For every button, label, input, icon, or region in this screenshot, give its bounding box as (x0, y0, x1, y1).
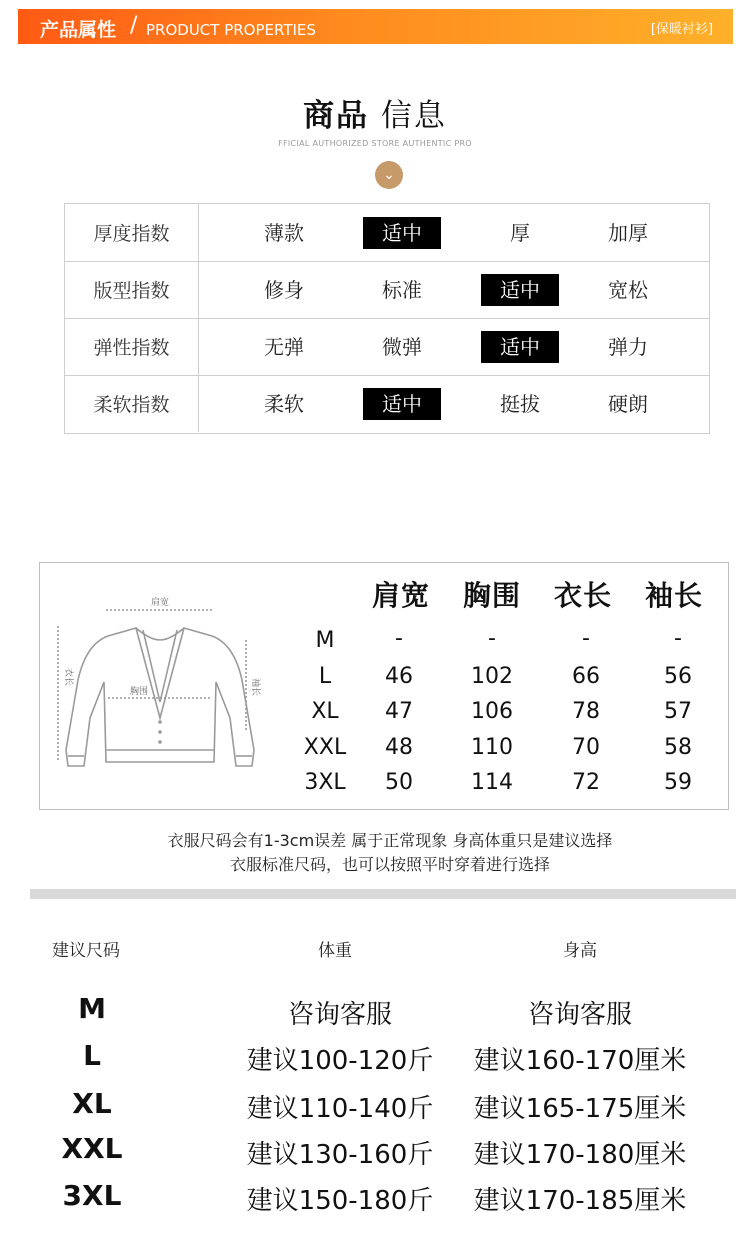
index-option: 宽松 (608, 278, 648, 302)
size-cell: 114 (471, 770, 513, 795)
index-label: 版型指数 (65, 261, 199, 318)
index-option: 修身 (264, 278, 304, 302)
size-note-1: 衣服尺码会有1-3cm误差 属于正常现象 身高体重只是建议选择 (167, 831, 613, 850)
recommend-header-weight: 体重 (318, 941, 352, 961)
index-option: 微弹 (382, 335, 422, 359)
index-row (65, 375, 709, 432)
size-cell: - (582, 626, 590, 651)
size-cell: 57 (664, 699, 692, 724)
size-row-label: L (318, 664, 332, 689)
section-title-bold: 商品 (303, 98, 370, 134)
index-option: 挺拔 (500, 392, 540, 416)
size-cell: 102 (471, 664, 513, 689)
section-title-rest: 信息 (369, 98, 447, 134)
recommend-height: 建议170-185厘米 (473, 1186, 687, 1216)
section-title (0, 90, 750, 135)
recommend-height: 建议170-180厘米 (473, 1140, 687, 1170)
index-option: 薄款 (264, 221, 304, 245)
product-index-table (64, 203, 710, 434)
size-cell: 66 (572, 664, 600, 689)
index-option-selected: 适中 (481, 274, 559, 306)
size-cell: 106 (471, 699, 513, 724)
header-banner (18, 9, 733, 44)
diagram-label-shoulder: 肩宽 (150, 598, 170, 608)
index-option-selected: 适中 (363, 388, 441, 420)
size-cell: 78 (572, 699, 600, 724)
recommend-weight: 建议110-140斤 (246, 1094, 434, 1124)
banner-tag: [保暖衬衫] (650, 22, 713, 37)
recommend-size: XL (72, 1087, 112, 1120)
banner-english-title: PRODUCT PROPERTIES (146, 21, 316, 39)
size-row-label: XXL (303, 735, 347, 760)
diagram-label-length: 衣长 (63, 668, 73, 687)
recommend-height: 建议165-175厘米 (473, 1094, 687, 1124)
index-option: 弹力 (608, 335, 648, 359)
recommend-header-height: 身高 (563, 941, 597, 961)
recommend-weight: 咨询客服 (287, 1000, 392, 1030)
size-cell: 58 (664, 735, 692, 760)
recommend-size: L (83, 1039, 101, 1072)
size-cell: 48 (385, 735, 413, 760)
index-row (65, 318, 709, 376)
size-cell: - (395, 626, 403, 651)
size-row-label: 3XL (304, 770, 346, 795)
recommend-size: 3XL (62, 1179, 122, 1212)
size-row-label: M (315, 628, 335, 653)
size-cell: - (674, 626, 682, 651)
recommend-height: 建议160-170厘米 (473, 1046, 687, 1076)
recommend-header-size: 建议尺码 (52, 941, 120, 961)
size-column-header: 衣长 (553, 579, 612, 612)
recommend-weight: 建议130-160斤 (246, 1140, 434, 1170)
size-row-label: XL (311, 699, 339, 724)
index-row (65, 261, 709, 319)
recommend-size: M (78, 992, 106, 1025)
size-cell: 72 (572, 770, 600, 795)
index-label: 弹性指数 (65, 318, 199, 375)
size-cell: 56 (664, 664, 692, 689)
banner-title: 产品属性 (40, 19, 117, 41)
size-cell: 110 (471, 735, 513, 760)
size-cell: 59 (664, 770, 692, 795)
size-cell: 50 (385, 770, 413, 795)
index-option: 标准 (382, 278, 422, 302)
diagram-label-chest: 胸围 (130, 687, 149, 697)
index-option: 硬朗 (608, 392, 648, 416)
diagram-label-sleeve: 袖长 (250, 678, 260, 697)
size-note-2: 衣服标准尺码，也可以按照平时穿着进行选择 (229, 855, 550, 874)
size-column-header: 肩宽 (371, 579, 430, 612)
index-option: 厚 (510, 221, 530, 245)
index-label: 厚度指数 (65, 204, 199, 261)
index-label: 柔软指数 (65, 375, 199, 432)
index-option: 无弹 (264, 335, 304, 359)
size-cell: - (488, 626, 496, 651)
index-option: 加厚 (608, 221, 648, 245)
recommend-weight: 建议100-120斤 (246, 1046, 434, 1076)
chevron-down-icon: ⌄ (375, 161, 403, 189)
size-cell: 46 (385, 664, 413, 689)
index-option-selected: 适中 (363, 217, 441, 249)
size-column-header: 袖长 (644, 579, 703, 612)
section-subtitle: FFICIAL AUTHORIZED STORE AUTHENTIC PRO (278, 139, 472, 148)
index-row (65, 204, 709, 262)
recommend-height: 咨询客服 (527, 1000, 632, 1030)
size-cell: 47 (385, 699, 413, 724)
section-divider (30, 889, 736, 899)
size-column-header: 胸围 (462, 579, 521, 612)
index-option-selected: 适中 (481, 331, 559, 363)
cardigan-diagram (48, 590, 280, 790)
index-option: 柔软 (264, 392, 304, 416)
recommend-weight: 建议150-180斤 (246, 1186, 434, 1216)
recommend-size: XXL (61, 1132, 123, 1165)
banner-slash: / (130, 13, 138, 38)
size-cell: 70 (572, 735, 600, 760)
